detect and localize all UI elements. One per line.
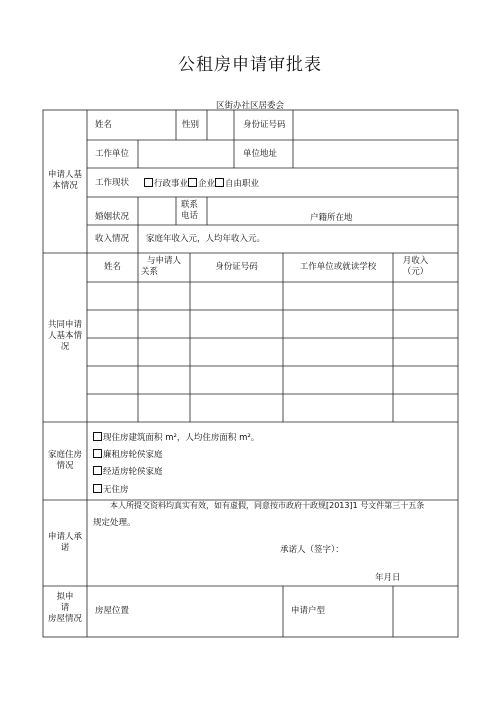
work-status-options: 行政事业 企业 自由职业 bbox=[144, 178, 259, 190]
promise-text-line1: 本人所提交资料均真实有效，如有虚假，同意按市政府十政规[2013]1 号文件第三十五条 bbox=[110, 501, 425, 510]
promise-text-line2: 规定处理。 bbox=[93, 518, 136, 528]
column-header-name: 姓名 bbox=[103, 262, 121, 272]
column-header-relation: 与申请人 关系 bbox=[141, 256, 182, 277]
signer-label: 承诺人（签字）： bbox=[280, 545, 344, 555]
checkbox-icon[interactable] bbox=[93, 432, 102, 441]
label-phone: 联系 电话 bbox=[181, 200, 199, 221]
label-name: 姓名 bbox=[95, 120, 113, 130]
label-work-unit: 工作单位 bbox=[95, 149, 130, 159]
housing-option-none: 无住房 bbox=[93, 484, 129, 496]
housing-option-affordable: 经适房轮侯家庭 bbox=[93, 466, 163, 478]
page-title: 公租房申请审批表 bbox=[178, 55, 322, 75]
label-income: 收入情况 bbox=[95, 234, 130, 244]
label-gender: 性别 bbox=[182, 120, 200, 130]
checkbox-icon[interactable] bbox=[93, 466, 102, 475]
section-label-promise: 申请人承 诺 bbox=[47, 532, 82, 553]
date-label: 年月日 bbox=[375, 573, 401, 583]
label-marital-status: 婚姻状况 bbox=[95, 212, 130, 222]
subheading: 区街办社区居委会 bbox=[215, 101, 284, 111]
checkbox-icon[interactable] bbox=[215, 178, 224, 187]
checkbox-icon[interactable] bbox=[93, 484, 102, 493]
column-header-unit: 工作单位或就读学校 bbox=[299, 262, 377, 272]
checkbox-icon[interactable] bbox=[188, 178, 197, 187]
section-label-housing: 家庭住房 情况 bbox=[47, 450, 82, 471]
label-id-number: 身份证号码 bbox=[243, 120, 286, 130]
section-label-members: 共同申请 人基本情 况 bbox=[47, 320, 82, 352]
label-unit-address: 单位地址 bbox=[243, 149, 278, 159]
income-text: 家庭年收入元，人均年收入元。 bbox=[146, 234, 266, 244]
label-unit-type: 申请户型 bbox=[291, 606, 326, 616]
column-header-id: 身份证号码 bbox=[215, 262, 258, 272]
checkbox-icon[interactable] bbox=[93, 449, 102, 458]
housing-option-low-rent: 廉租房轮侯家庭 bbox=[93, 449, 163, 461]
label-hukou: 户籍所在地 bbox=[310, 213, 353, 223]
checkbox-icon[interactable] bbox=[144, 178, 153, 187]
section-label-applicant: 申请人基 本情况 bbox=[47, 170, 82, 191]
label-house-location: 房屋位置 bbox=[95, 606, 130, 616]
label-work-status: 工作现状 bbox=[95, 178, 130, 188]
section-label-proposed: 拟申 请 房屋情况 bbox=[47, 592, 82, 624]
housing-option-area: 现住房建筑面积 m²，人均住房面积 m²。 bbox=[93, 432, 259, 444]
column-header-income: 月收入 （元） bbox=[402, 256, 429, 277]
